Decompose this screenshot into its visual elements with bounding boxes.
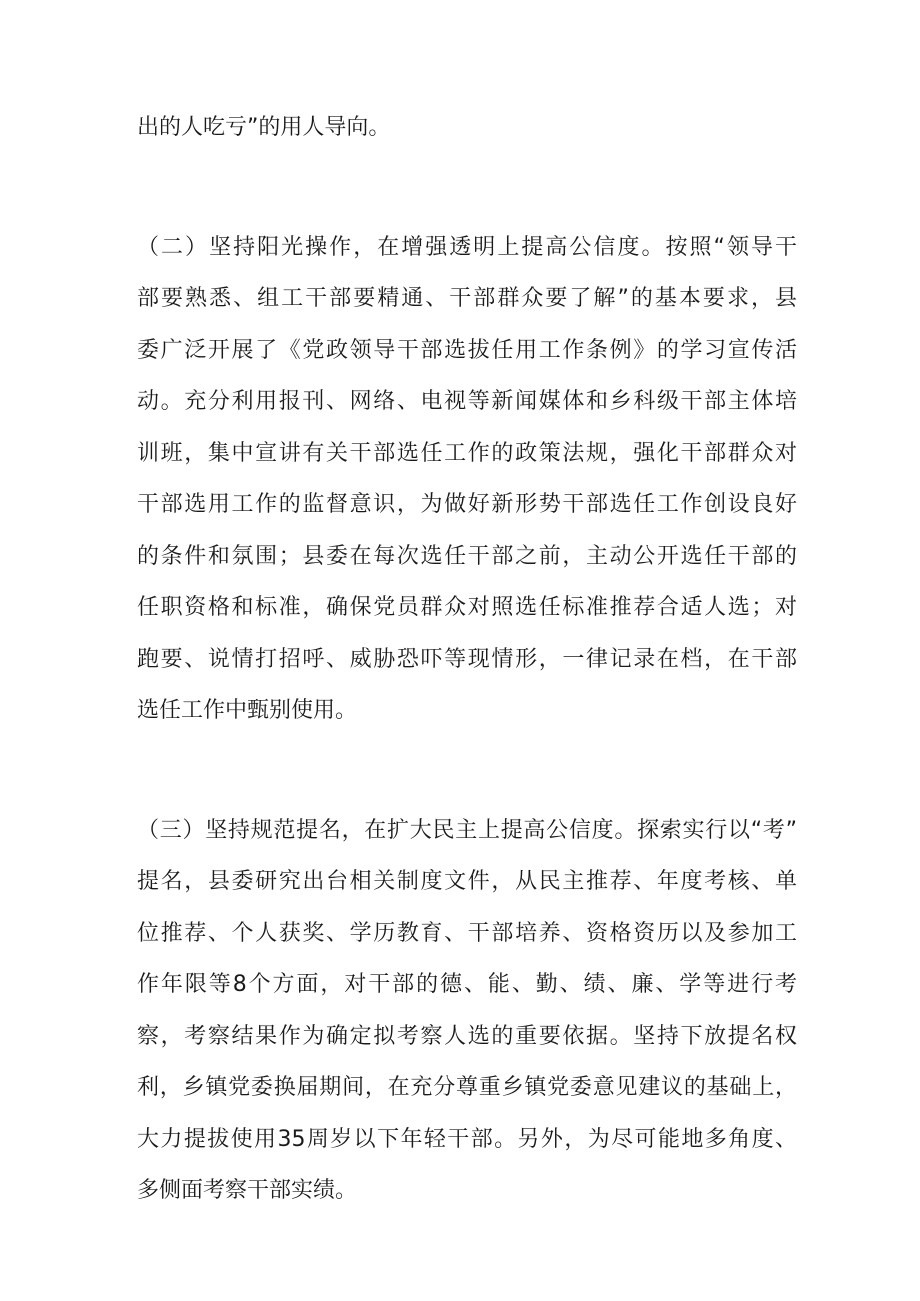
paragraph-3-line-6: 利，乡镇党委换届期间，在充分尊重乡镇党委意见建议的基础上， [137,1075,797,1100]
paragraph-2-line-6: 干部选用工作的监督意识，为做好新形势干部选任工作创设良好 [137,492,797,517]
paragraph-1-line-1: 出的人吃亏”的用人导向。 [137,115,391,140]
paragraph-2-line-10: 选任工作中甄别使用。 [137,698,358,723]
paragraph-2-line-5: 训班，集中宣讲有关干部选任工作的政策法规，强化干部群众对 [137,441,797,466]
paragraph-3-line-1: （三）坚持规范提名，在扩大民主上提高公信度。探索实行以“考” [137,818,797,843]
paragraph-2-line-4: 动。充分利用报刊、网络、电视等新闻媒体和乡科级干部主体培 [137,389,797,414]
paragraph-2-line-8: 任职资格和标准，确保党员群众对照选任标准推荐合适人选；对 [137,595,797,620]
paragraph-3-line-7: 大力提拔使用35周岁以下年轻干部。另外，为尽可能地多角度、 [137,1127,797,1152]
paragraph-3-line-8: 多侧面考察干部实绩。 [137,1178,358,1203]
paragraph-2-line-9: 跑要、说情打招呼、威胁恐吓等现情形，一律记录在档，在干部 [137,647,797,672]
paragraph-3-line-5: 察，考察结果作为确定拟考察人选的重要依据。坚持下放提名权 [137,1024,797,1049]
paragraph-2-line-7: 的条件和氛围；县委在每次选任干部之前，主动公开选任干部的 [137,544,797,569]
paragraph-3-line-3: 位推荐、个人获奖、学历教育、干部培养、资格资历以及参加工 [137,921,797,946]
paragraph-2-line-3: 委广泛开展了《党政领导干部选拔任用工作条例》的学习宣传活 [137,338,797,363]
paragraph-3-line-4: 作年限等8个方面，对干部的德、能、勤、绩、廉、学等进行考 [137,972,797,997]
paragraph-2-line-2: 部要熟悉、组工干部要精通、干部群众要了解”的基本要求，县 [137,286,797,311]
paragraph-3-line-2: 提名，县委研究出台相关制度文件，从民主推荐、年度考核、单 [137,869,797,894]
paragraph-2-line-1: （二）坚持阳光操作，在增强透明上提高公信度。按照“领导干 [137,235,797,260]
